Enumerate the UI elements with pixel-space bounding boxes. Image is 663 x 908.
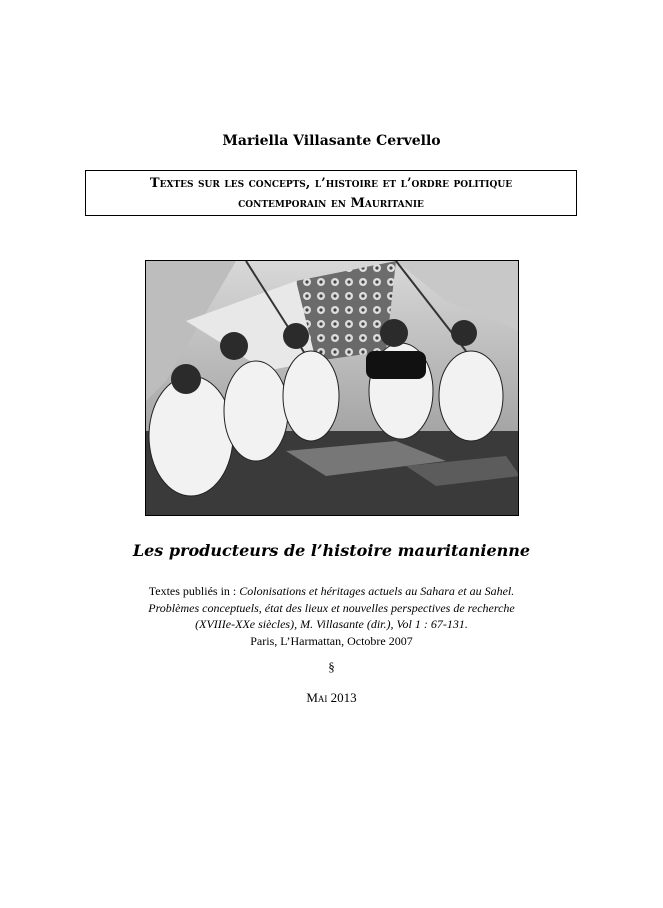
section-mark: § <box>328 659 335 674</box>
publication-date: Mai 2013 <box>306 690 357 705</box>
tent-gathering-photo <box>146 261 519 516</box>
publication-title-line-3: (XVIIIe-XXe siècles), M. Villasante (dir.), Vol 1 : 67-131. <box>195 617 468 631</box>
document-title-box <box>85 170 577 216</box>
publication-title-line-1: Colonisations et héritages actuels au Sahara et au Sahel. <box>239 584 515 598</box>
cover-photograph <box>145 260 519 516</box>
publication-prefix: Textes publiés in : <box>148 584 240 598</box>
publication-title-line-2: Problèmes conceptuels, état des lieux et nouvelles perspectives de recherche <box>148 600 515 615</box>
document-title-line-1: Textes sur les concepts, l’histoire et l’ordre politique <box>149 176 513 191</box>
publication-imprint: Paris, L’Harmattan, Octobre 2007 <box>250 633 413 648</box>
publication-line-1 <box>80 583 583 600</box>
document-title-line-2: contemporain en Mauritanie <box>238 196 424 211</box>
document-subtitle: Les producteurs de l’histoire mauritanienne <box>132 541 531 560</box>
publication-info <box>80 583 583 649</box>
author-name: Mariella Villasante Cervello <box>222 133 441 149</box>
